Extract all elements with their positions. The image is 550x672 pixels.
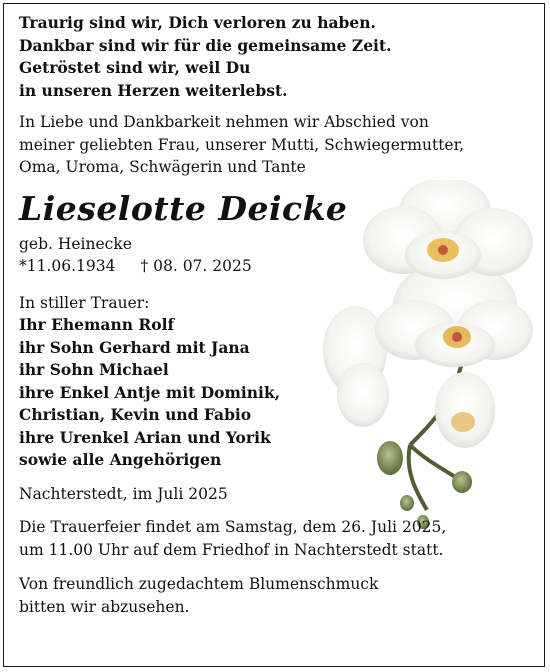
motto-verse [19, 12, 519, 102]
motto-line: in unseren Herzen weiterlebst. [19, 80, 288, 100]
birth-date: *11.06.1934 [19, 257, 116, 275]
flowers-line: Von freundlich zugedachtem Blumenschmuck [19, 575, 379, 593]
intro-text [19, 111, 519, 179]
intro-line: Oma, Uroma, Schwägerin und Tante [19, 158, 306, 176]
mourning-heading: In stiller Trauer: [19, 293, 150, 312]
mourner-line: ihre Urenkel Arian und Yorik [19, 427, 271, 447]
place-date: Nachterstedt, im Juli 2025 [19, 484, 228, 503]
mourner-line: sowie alle Angehörigen [19, 450, 222, 469]
flowers-note [19, 573, 519, 618]
mourner-line: ihr Sohn Gerhard mit Jana [19, 337, 250, 357]
notice-text [19, 12, 519, 618]
motto-line: Traurig sind wir, Dich verloren zu haben. [19, 13, 376, 32]
flowers-line: bitten wir abzusehen. [19, 597, 190, 616]
mourners-section [19, 292, 519, 472]
deceased-name: Lieselotte Deicke [19, 188, 348, 228]
funeral-line: um 11.00 Uhr auf dem Friedhof in Nachterstedt statt. [19, 540, 444, 559]
funeral-info [19, 516, 519, 561]
motto-line: Getröstet sind wir, weil Du [19, 58, 251, 77]
mourner-line: ihre Enkel Antje mit Dominik, [19, 382, 281, 402]
birth-name: geb. Heinecke [19, 234, 132, 253]
mourner-line: Ihr Ehemann Rolf [19, 315, 175, 334]
death-date: † 08. 07. 2025 [140, 257, 252, 275]
intro-line: In Liebe und Dankbarkeit nehmen wir Abschied von [19, 113, 429, 131]
life-dates [19, 255, 519, 278]
intro-line: meiner geliebten Frau, unserer Mutti, Schwiegermutter, [19, 135, 465, 154]
funeral-line: Die Trauerfeier findet am Samstag, dem 26. Juli 2025, [19, 518, 447, 536]
motto-line: Dankbar sind wir für die gemeinsame Zeit. [19, 35, 392, 55]
mourner-line: ihr Sohn Michael [19, 360, 169, 379]
mourner-line: Christian, Kevin und Fabio [19, 405, 252, 424]
